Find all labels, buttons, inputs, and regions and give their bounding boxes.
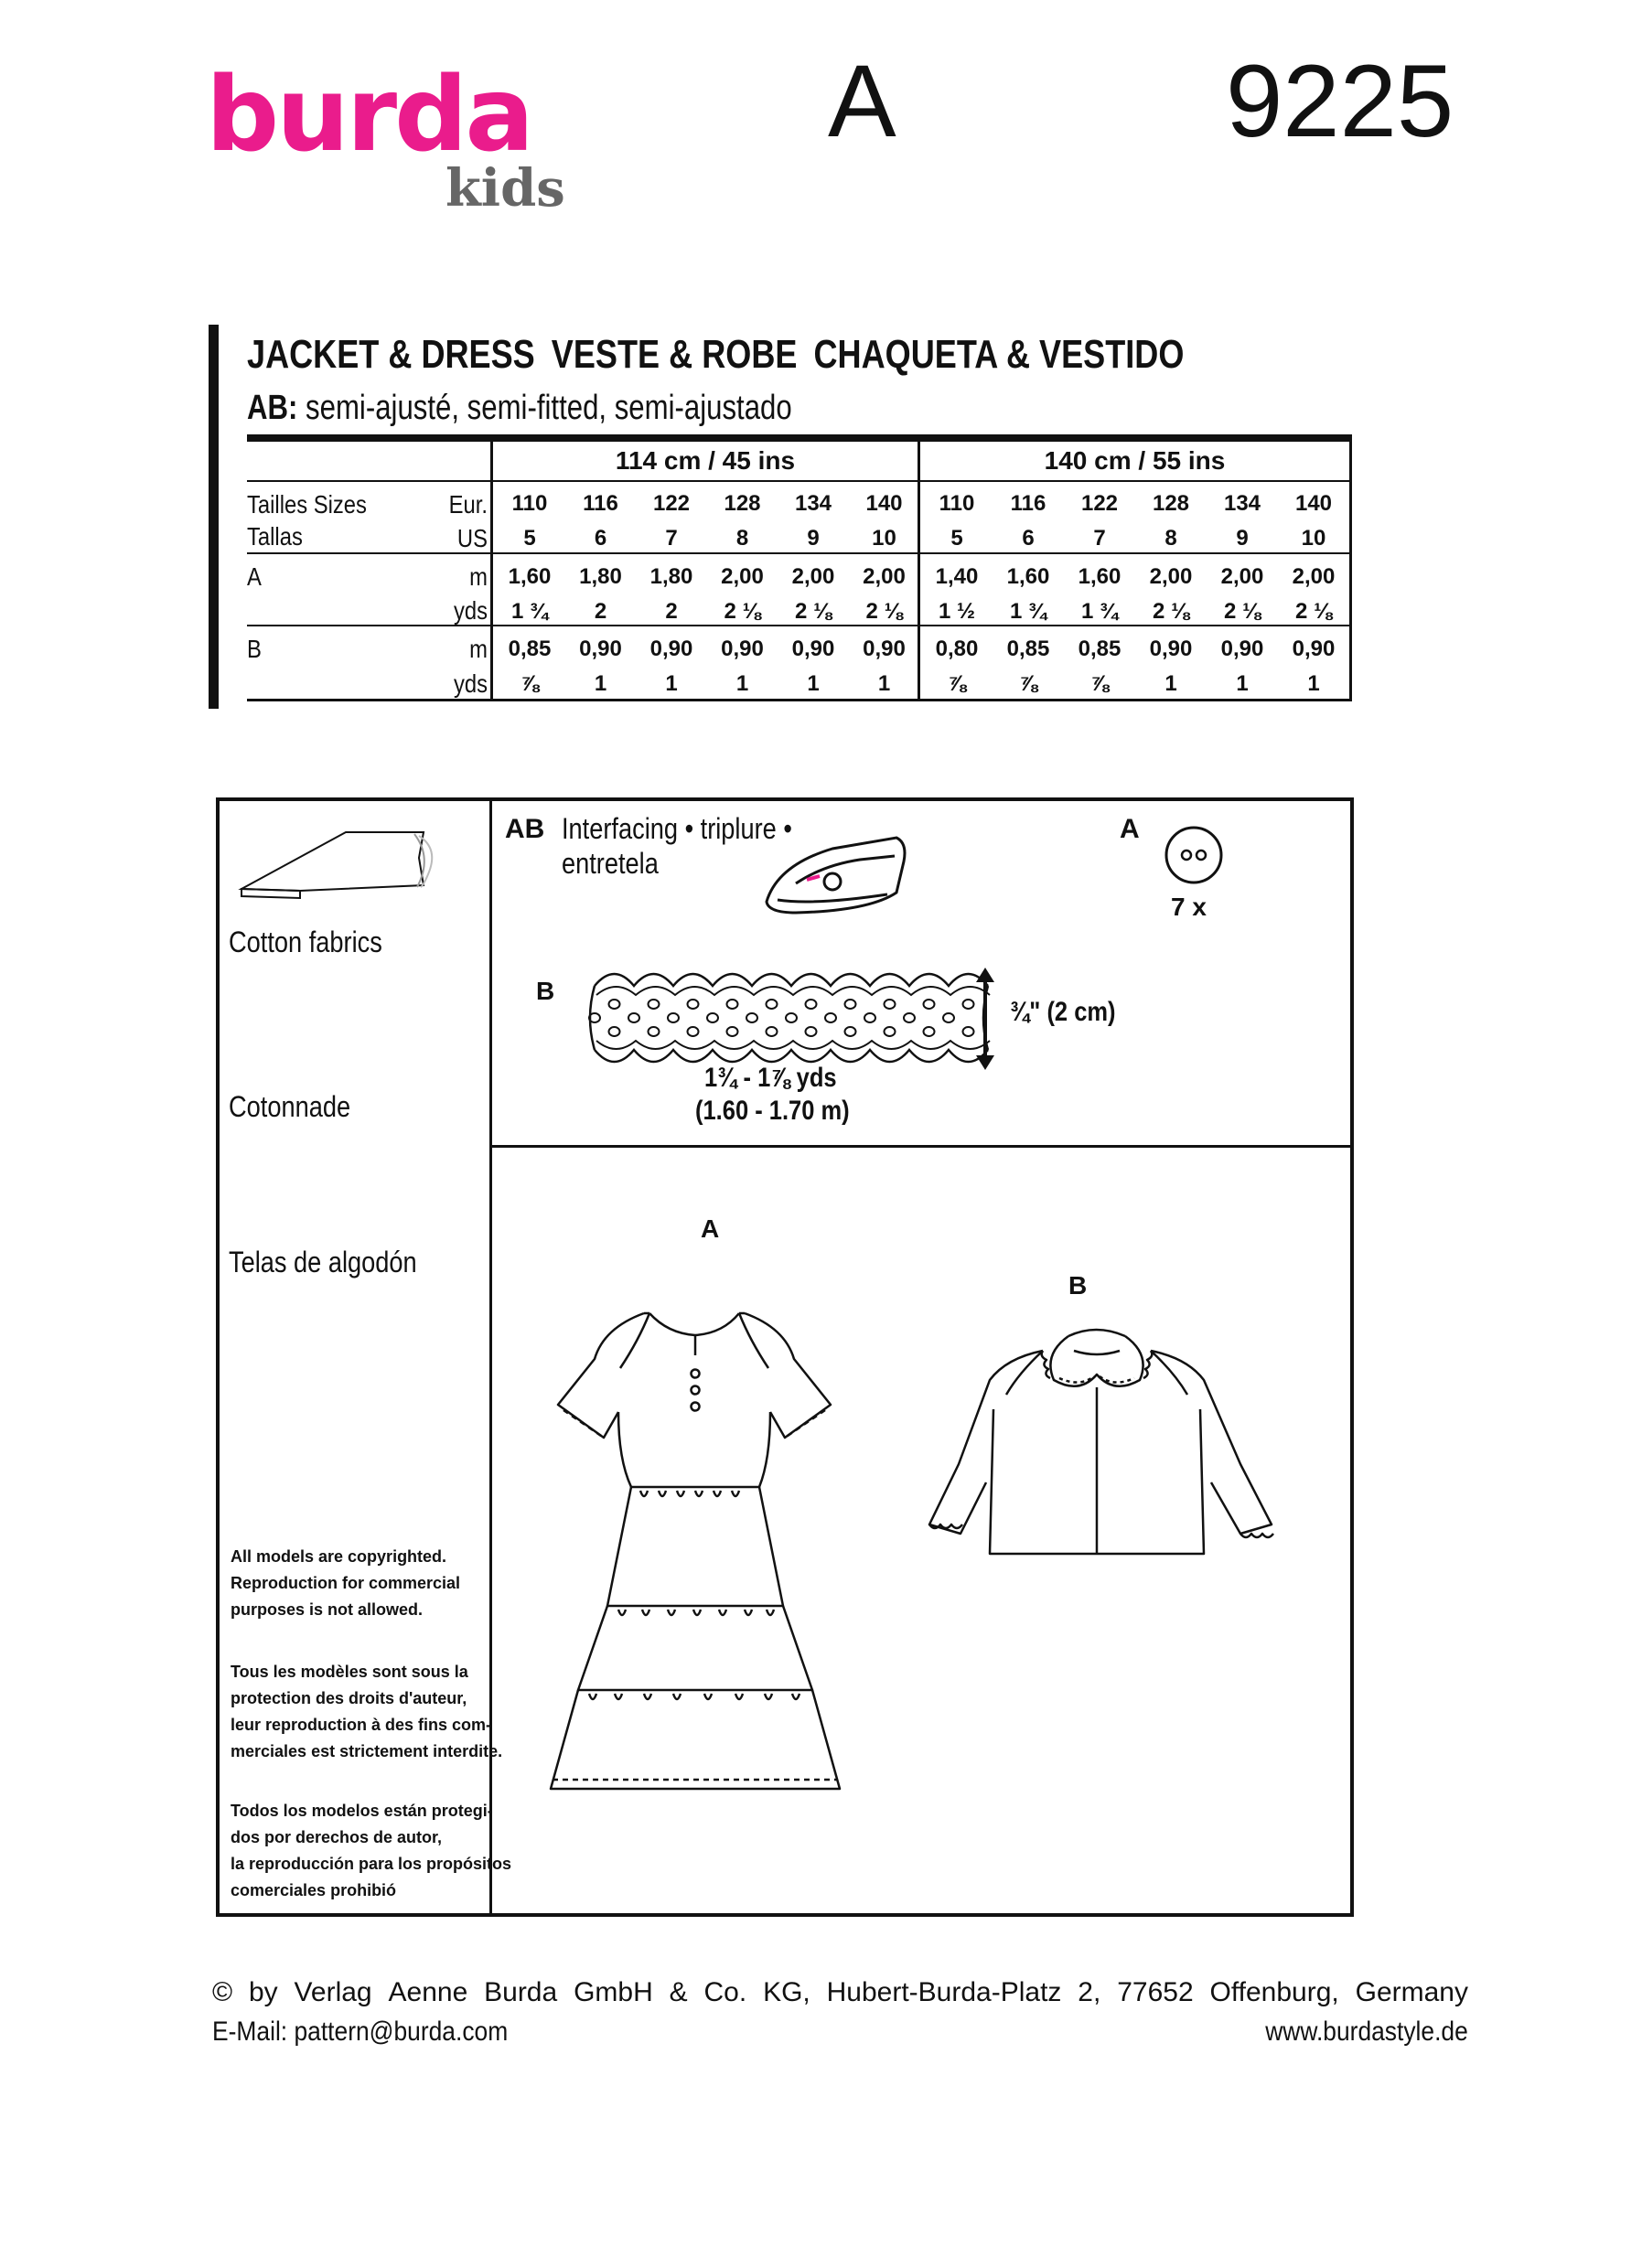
- table-cell: 134: [794, 491, 832, 516]
- fit-prefix: AB:: [247, 389, 298, 427]
- table-cell: 140: [1294, 491, 1333, 516]
- table-bottom-rule: [247, 699, 1352, 701]
- footer-word: Aenne: [388, 1977, 468, 2007]
- table-cell: 0,90: [1149, 637, 1193, 661]
- table-cell: 1 ¾: [1009, 599, 1047, 624]
- table-cell: 116: [583, 491, 618, 516]
- table-cell: 9: [1236, 526, 1249, 551]
- table-cell: 1: [594, 671, 607, 696]
- table-cell: 134: [1223, 491, 1261, 516]
- footer-word: Burda: [484, 1977, 558, 2007]
- fabric-label-en: Cotton fabrics: [229, 925, 382, 958]
- footer-word: Offenburg,: [1209, 1977, 1339, 2007]
- footer-website: www.burdastyle.de: [1265, 2017, 1468, 2047]
- jacket-view-label: B: [1068, 1271, 1088, 1300]
- table-cell: 2,00: [1220, 564, 1264, 589]
- interfacing-label-es: entretela: [562, 847, 659, 880]
- notions-divider: [492, 1145, 1350, 1148]
- table-cell: 1: [1307, 671, 1320, 696]
- table-cell: 5: [523, 526, 536, 551]
- table-cell: 1,40: [935, 564, 979, 589]
- table-cell: 128: [724, 491, 761, 516]
- footer-email: E-Mail: pattern@burda.com: [212, 2017, 509, 2047]
- footer-word: Germany: [1355, 1977, 1468, 2007]
- lace-width-arrow-icon: [971, 964, 999, 1074]
- unit-yds: yds: [453, 596, 488, 625]
- footer-word: KG,: [763, 1977, 810, 2007]
- table-cell: 0,90: [649, 637, 693, 661]
- table-cell: 140: [865, 491, 903, 516]
- table-cell: ⅞: [1089, 671, 1109, 696]
- table-cell: 1,60: [1078, 564, 1121, 589]
- unit-eur: Eur.: [448, 490, 488, 519]
- row-view-b: B: [247, 635, 262, 663]
- table-cell: 1,60: [1006, 564, 1050, 589]
- table-cell: 10: [1301, 526, 1326, 551]
- copyright-fr: Tous les modèles sont sous la protection des droits d'auteur, leur reproduction à des fins com- merciales est strictement interdite.: [231, 1663, 503, 1760]
- table-cell: ⅞: [520, 671, 539, 696]
- table-divider: [490, 442, 493, 701]
- sizes-label: Tailles Sizes: [247, 490, 367, 519]
- footer-copyright: [212, 1977, 1468, 2008]
- pattern-title: [247, 332, 1200, 378]
- button-icon: [1164, 825, 1224, 885]
- table-cell: 0,85: [508, 637, 552, 661]
- table-cell: 2,00: [1292, 564, 1336, 589]
- footer-word: Hubert-Burda-Platz: [826, 1977, 1062, 2007]
- table-cell: 1,80: [649, 564, 693, 589]
- table-cell: 116: [1010, 491, 1046, 516]
- table-cell: 2: [594, 599, 607, 624]
- table-cell: 0,80: [935, 637, 979, 661]
- copyright-en: All models are copyrighted. Reproduction for commercial purposes is not allowed.: [231, 1547, 461, 1619]
- table-cell: 1: [877, 671, 891, 696]
- table-cell: 2 ⅛: [865, 599, 903, 624]
- title-en: JACKET & DRESS: [247, 332, 535, 377]
- footer-word: Verlag: [294, 1977, 372, 2007]
- table-cell: 1: [1236, 671, 1249, 696]
- table-cell: 1 ¾: [1080, 599, 1119, 624]
- table-cell: 1: [735, 671, 749, 696]
- table-cell: 1: [1164, 671, 1177, 696]
- table-cell: 6: [594, 526, 607, 551]
- title-fr: VESTE & ROBE: [551, 332, 798, 377]
- interfacing-views: AB: [505, 814, 545, 844]
- fabric-width-140: 140 cm / 55 ins: [1044, 446, 1226, 475]
- fabric-width-114: 114 cm / 45 ins: [615, 446, 796, 475]
- table-cell: 8: [1164, 526, 1177, 551]
- footer-word: 77652: [1117, 1977, 1194, 2007]
- logo-kids-wordmark: kids: [445, 158, 565, 219]
- logo-burda-wordmark: burda: [206, 56, 531, 175]
- table-cell: 0,90: [863, 637, 906, 661]
- lace-length-m: (1.60 - 1.70 m): [695, 1096, 850, 1126]
- table-cell: 2 ⅛: [724, 599, 761, 624]
- table-cell: 2 ⅛: [794, 599, 832, 624]
- table-cell: 0,90: [579, 637, 622, 661]
- pattern-number: 9225: [1226, 44, 1454, 158]
- table-top-rule: [247, 434, 1352, 442]
- title-es: CHAQUETA & VESTIDO: [813, 332, 1185, 377]
- lace-view: B: [536, 977, 555, 1005]
- table-cell: 0,90: [1220, 637, 1264, 661]
- unit-m: m: [469, 562, 488, 591]
- footer-word: by: [248, 1977, 278, 2007]
- table-cell: 1: [807, 671, 820, 696]
- table-cell: 7: [665, 526, 678, 551]
- table-cell: 110: [511, 491, 548, 516]
- fit-description: [247, 389, 792, 428]
- row-view-a: A: [247, 562, 262, 591]
- table-cell: 5: [950, 526, 963, 551]
- table-cell: ⅞: [1018, 671, 1037, 696]
- fabric-label-es: Telas de algodón: [229, 1246, 417, 1278]
- table-cell: 2 ⅛: [1152, 599, 1190, 624]
- copyright-es: Todos los modelos están protegi- dos por derechos de autor, la reproducción para los propósitos comerciales prohibió: [231, 1802, 512, 1899]
- lace-width: ¾" (2 cm): [1010, 997, 1116, 1027]
- footer-word: GmbH: [574, 1977, 653, 2007]
- footer-word: 2,: [1078, 1977, 1101, 2007]
- button-view: A: [1120, 814, 1140, 844]
- notions-and-illustration-box: [216, 797, 1354, 1917]
- title-accent-bar: [209, 325, 219, 709]
- table-cell: 2: [665, 599, 678, 624]
- jacket-illustration: [906, 1300, 1336, 1665]
- table-cell: 1 ¾: [510, 599, 549, 624]
- unit-us: US: [456, 524, 488, 552]
- table-cell: 0,90: [1292, 637, 1336, 661]
- view-letter: A: [828, 44, 896, 158]
- table-cell: 122: [1080, 491, 1119, 516]
- table-cell: 7: [1093, 526, 1106, 551]
- lace-length-yds: 1¾ - 1⅞ yds: [704, 1063, 837, 1093]
- table-cell: 1 ½: [938, 599, 976, 624]
- iron-icon: [759, 829, 915, 920]
- unit-yds: yds: [453, 669, 488, 698]
- dress-illustration: [531, 1258, 896, 1807]
- table-cell: 2 ⅛: [1223, 599, 1261, 624]
- table-divider: [1349, 442, 1352, 701]
- interfacing-label: Interfacing • triplure •: [562, 812, 792, 845]
- table-cell: 0,85: [1078, 637, 1121, 661]
- dress-view-label: A: [701, 1214, 720, 1243]
- table-cell: 2,00: [863, 564, 906, 589]
- table-cell: 1: [665, 671, 678, 696]
- sizes-label-es: Tallas: [247, 522, 303, 551]
- table-cell: 0,85: [1006, 637, 1050, 661]
- table-cell: 2,00: [721, 564, 764, 589]
- table-cell: 2 ⅛: [1294, 599, 1333, 624]
- footer-word: ©: [212, 1977, 233, 2007]
- table-rule: [247, 552, 1352, 554]
- table-cell: 8: [735, 526, 749, 551]
- button-quantity: 7 x: [1171, 893, 1207, 921]
- footer-word: &: [669, 1977, 688, 2007]
- table-cell: 1,80: [579, 564, 622, 589]
- table-cell: 122: [652, 491, 691, 516]
- table-cell: 2,00: [791, 564, 835, 589]
- table-cell: 10: [872, 526, 896, 551]
- table-cell: 6: [1022, 526, 1035, 551]
- unit-m: m: [469, 635, 488, 663]
- table-cell: 110: [939, 491, 975, 516]
- fabric-label-fr: Cotonnade: [229, 1090, 351, 1123]
- table-cell: 0,90: [721, 637, 764, 661]
- fabric-bolt-icon: [236, 821, 446, 904]
- fit-text: semi-ajusté, semi-fitted, semi-ajustado: [306, 389, 792, 427]
- table-cell: ⅞: [947, 671, 966, 696]
- table-rule: [247, 625, 1352, 626]
- table-cell: 9: [807, 526, 820, 551]
- table-cell: 0,90: [791, 637, 835, 661]
- table-cell: 2,00: [1149, 564, 1193, 589]
- table-cell: 1,60: [508, 564, 552, 589]
- table-cell: 128: [1152, 491, 1190, 516]
- footer-word: Co.: [703, 1977, 747, 2007]
- table-rule: [247, 480, 1352, 482]
